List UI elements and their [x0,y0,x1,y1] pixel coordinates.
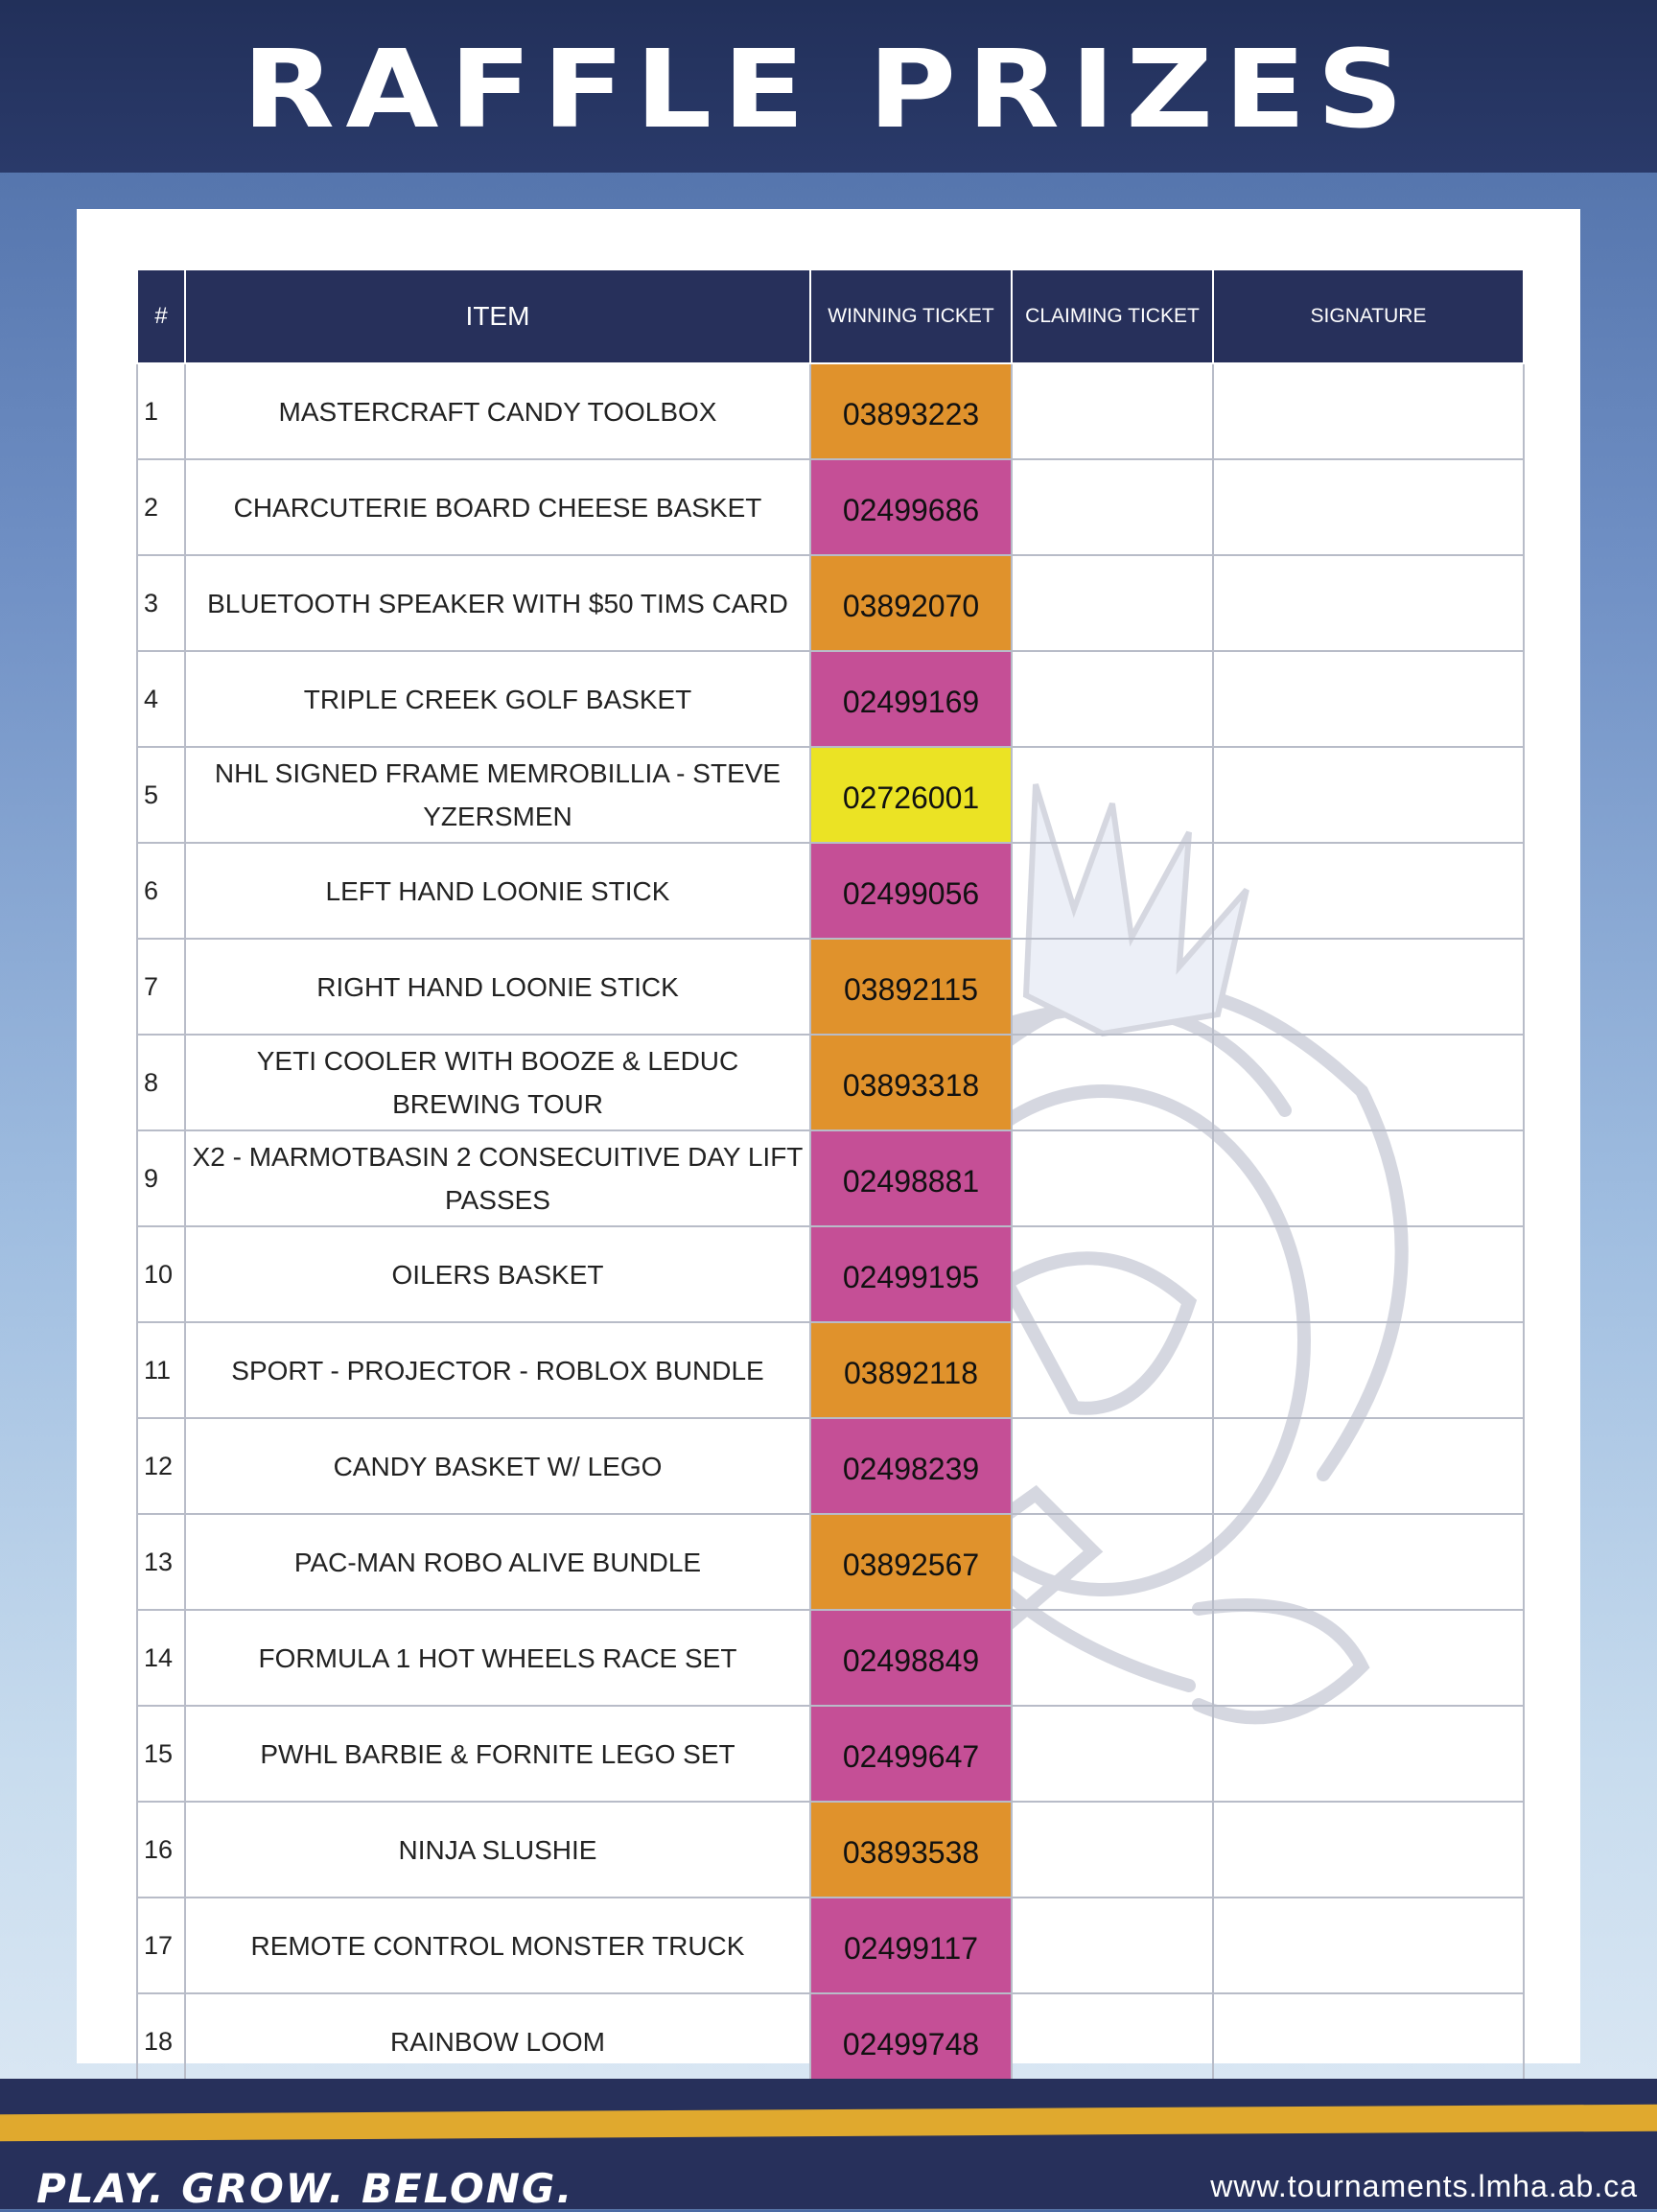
table-row [137,555,1524,651]
row-winning-ticket: 02499056 [810,843,1012,939]
table-row [137,1322,1524,1418]
row-signature [1213,939,1524,1035]
row-item: RIGHT HAND LOONIE STICK [185,939,810,1035]
row-winning-ticket: 03892115 [810,939,1012,1035]
table-row [137,1418,1524,1514]
row-winning-ticket: 02499748 [810,1993,1012,2089]
row-number: 5 [137,747,185,843]
row-claiming-ticket [1012,1514,1213,1610]
row-claiming-ticket [1012,1706,1213,1802]
column-header-winning-ticket: WINNING TICKET [810,269,1012,363]
row-winning-ticket: 03893538 [810,1802,1012,1898]
row-signature [1213,1322,1524,1418]
row-winning-ticket: 02499195 [810,1226,1012,1322]
footer-url: www.tournaments.lmha.ab.ca [1210,2169,1638,2203]
row-claiming-ticket [1012,939,1213,1035]
row-signature [1213,1706,1524,1802]
row-signature [1213,1802,1524,1898]
row-item: PWHL BARBIE & FORNITE LEGO SET [185,1706,810,1802]
table-header-row [137,269,1524,363]
footer-slogan: PLAY. GROW. BELONG. [36,2165,574,2212]
row-number: 18 [137,1993,185,2089]
row-item: CANDY BASKET W/ LEGO [185,1418,810,1514]
table-row [137,363,1524,459]
column-header-item: ITEM [185,269,810,363]
row-signature [1213,843,1524,939]
row-winning-ticket: 02498849 [810,1610,1012,1706]
row-number: 4 [137,651,185,747]
row-winning-ticket: 02726001 [810,747,1012,843]
row-signature [1213,1993,1524,2089]
table-row [137,843,1524,939]
row-item: NINJA SLUSHIE [185,1802,810,1898]
row-number: 11 [137,1322,185,1418]
row-winning-ticket: 03892118 [810,1322,1012,1418]
row-signature [1213,363,1524,459]
row-number: 16 [137,1802,185,1898]
row-claiming-ticket [1012,651,1213,747]
row-signature [1213,1226,1524,1322]
row-claiming-ticket [1012,1418,1213,1514]
row-number: 13 [137,1514,185,1610]
table-row [137,1226,1524,1322]
row-winning-ticket: 02499686 [810,459,1012,555]
row-number: 15 [137,1706,185,1802]
row-item: OILERS BASKET [185,1226,810,1322]
row-signature [1213,459,1524,555]
row-item: BLUETOOTH SPEAKER WITH $50 TIMS CARD [185,555,810,651]
column-header-number: # [137,269,185,363]
row-winning-ticket: 02499117 [810,1898,1012,1993]
table-row [137,1898,1524,1993]
row-signature [1213,651,1524,747]
row-signature [1213,1610,1524,1706]
row-signature [1213,1514,1524,1610]
row-signature [1213,1418,1524,1514]
row-number: 8 [137,1035,185,1130]
row-claiming-ticket [1012,459,1213,555]
table-row [137,747,1524,843]
row-number: 14 [137,1610,185,1706]
row-item: FORMULA 1 HOT WHEELS RACE SET [185,1610,810,1706]
row-item: NHL SIGNED FRAME MEMROBILLIA - STEVE YZERSMEN [185,747,810,843]
row-item: X2 - MARMOTBASIN 2 CONSECUITIVE DAY LIFT PASSES [185,1130,810,1226]
row-claiming-ticket [1012,1226,1213,1322]
row-claiming-ticket [1012,1322,1213,1418]
row-claiming-ticket [1012,1898,1213,1993]
row-winning-ticket: 03893223 [810,363,1012,459]
row-item: MASTERCRAFT CANDY TOOLBOX [185,363,810,459]
row-claiming-ticket [1012,555,1213,651]
row-signature [1213,747,1524,843]
row-winning-ticket: 03892567 [810,1514,1012,1610]
row-claiming-ticket [1012,1993,1213,2089]
row-signature [1213,1898,1524,1993]
table-row [137,459,1524,555]
row-number: 3 [137,555,185,651]
table-row [137,651,1524,747]
row-claiming-ticket [1012,843,1213,939]
row-claiming-ticket [1012,1035,1213,1130]
row-item: RAINBOW LOOM [185,1993,810,2089]
row-number: 17 [137,1898,185,1993]
table-row [137,1130,1524,1226]
row-number: 12 [137,1418,185,1514]
table-row [137,1993,1524,2089]
row-item: SPORT - PROJECTOR - ROBLOX BUNDLE [185,1322,810,1418]
row-item: TRIPLE CREEK GOLF BASKET [185,651,810,747]
table-row [137,1035,1524,1130]
row-signature [1213,1130,1524,1226]
row-item: REMOTE CONTROL MONSTER TRUCK [185,1898,810,1993]
table-row [137,1706,1524,1802]
column-header-signature: SIGNATURE [1213,269,1524,363]
row-number: 7 [137,939,185,1035]
table-row [137,1610,1524,1706]
row-item: YETI COOLER WITH BOOZE & LEDUC BREWING TOUR [185,1035,810,1130]
row-number: 6 [137,843,185,939]
row-winning-ticket: 02498239 [810,1418,1012,1514]
row-claiming-ticket [1012,1130,1213,1226]
row-item: PAC-MAN ROBO ALIVE BUNDLE [185,1514,810,1610]
header-banner [0,0,1657,173]
row-winning-ticket: 03893318 [810,1035,1012,1130]
row-signature [1213,555,1524,651]
page-title: RAFFLE PRIZES [242,28,1415,152]
row-claiming-ticket [1012,1610,1213,1706]
row-number: 9 [137,1130,185,1226]
row-item: CHARCUTERIE BOARD CHEESE BASKET [185,459,810,555]
row-claiming-ticket [1012,1802,1213,1898]
row-item: LEFT HAND LOONIE STICK [185,843,810,939]
row-winning-ticket: 02499169 [810,651,1012,747]
row-winning-ticket: 02498881 [810,1130,1012,1226]
row-signature [1213,1035,1524,1130]
row-winning-ticket: 02499647 [810,1706,1012,1802]
table-row [137,1514,1524,1610]
row-number: 10 [137,1226,185,1322]
table-row [137,939,1524,1035]
column-header-claiming-ticket: CLAIMING TICKET [1012,269,1213,363]
prize-panel [77,209,1580,2063]
prize-table [136,268,1525,2090]
table-row [137,1802,1524,1898]
row-number: 2 [137,459,185,555]
row-number: 1 [137,363,185,459]
row-winning-ticket: 03892070 [810,555,1012,651]
row-claiming-ticket [1012,747,1213,843]
row-claiming-ticket [1012,363,1213,459]
